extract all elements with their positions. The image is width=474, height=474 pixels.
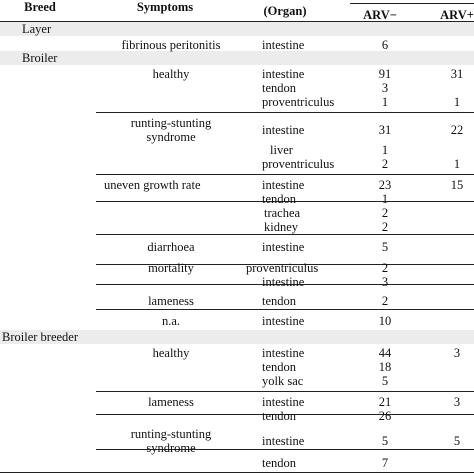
cell-organ: intestine bbox=[262, 38, 305, 52]
cell-organ: proventriculus bbox=[262, 157, 335, 171]
cell-arv-neg: 1 bbox=[381, 192, 389, 206]
cell-arv-neg: 31 bbox=[378, 123, 392, 137]
header-symptoms: Symptoms bbox=[136, 0, 194, 14]
cell-organ: proventriculus bbox=[262, 95, 335, 109]
cell-arv-neg: 5 bbox=[381, 434, 389, 448]
cell-organ: intestine bbox=[262, 67, 305, 81]
cell-arv-neg: 2 bbox=[381, 294, 389, 308]
cell-symptom: lameness bbox=[148, 294, 194, 308]
cell-arv-pos: 22 bbox=[450, 123, 464, 137]
cell-symptom: lameness bbox=[148, 395, 194, 409]
cell-organ: intestine bbox=[262, 314, 305, 328]
cell-symptom: syndrome bbox=[146, 441, 196, 455]
cell-arv-neg: 1 bbox=[381, 95, 389, 109]
cell-arv-neg: 7 bbox=[381, 456, 389, 470]
cell-organ: intestine bbox=[262, 123, 305, 137]
cell-arv-neg: 3 bbox=[381, 275, 389, 289]
cell-arv-neg: 91 bbox=[378, 67, 392, 81]
group-band-broiler bbox=[0, 51, 474, 65]
cell-arv-pos: 3 bbox=[453, 395, 461, 409]
cell-organ: intestine bbox=[262, 346, 305, 360]
header-breed: Breed bbox=[24, 0, 56, 14]
cell-organ: tendon bbox=[262, 81, 297, 95]
cell-arv-neg: 2 bbox=[381, 261, 389, 275]
cell-symptom: uneven growth rate bbox=[104, 178, 201, 192]
table-bottom-rule bbox=[0, 472, 474, 473]
cell-organ: tendon bbox=[262, 192, 297, 206]
cell-symptom: fibrinous peritonitis bbox=[121, 38, 221, 52]
cell-arv-neg: 3 bbox=[381, 81, 389, 95]
header-arv-negative: ARV− bbox=[363, 8, 397, 22]
cell-symptom: n.a. bbox=[161, 314, 181, 328]
cell-arv-neg: 18 bbox=[378, 360, 392, 374]
cell-arv-neg: 23 bbox=[378, 178, 392, 192]
cell-arv-neg: 5 bbox=[381, 374, 389, 388]
cell-organ: tendon bbox=[262, 409, 297, 423]
cell-organ: kidney bbox=[264, 220, 299, 234]
cell-organ: intestine bbox=[262, 395, 305, 409]
cell-arv-neg: 26 bbox=[378, 409, 392, 423]
subgroup-rule bbox=[96, 309, 474, 310]
cell-organ: yolk sac bbox=[262, 374, 304, 388]
cell-arv-neg: 2 bbox=[381, 206, 389, 220]
cell-organ: tendon bbox=[262, 456, 297, 470]
cell-symptom: diarrhoea bbox=[147, 240, 195, 254]
subgroup-rule bbox=[96, 391, 474, 392]
cell-arv-pos: 31 bbox=[450, 67, 464, 81]
cell-organ: trachea bbox=[264, 206, 301, 220]
subgroup-rule bbox=[96, 112, 474, 113]
cell-arv-neg: 44 bbox=[378, 346, 392, 360]
header-subrule bbox=[350, 3, 474, 4]
cell-symptom: syndrome bbox=[146, 130, 196, 144]
group-label-broiler: Broiler bbox=[22, 51, 58, 65]
cell-organ: intestine bbox=[262, 275, 305, 289]
cell-arv-neg: 5 bbox=[381, 240, 389, 254]
cell-arv-neg: 2 bbox=[381, 220, 389, 234]
cell-arv-pos: 1 bbox=[453, 157, 461, 171]
cell-arv-neg: 6 bbox=[381, 38, 389, 52]
cell-symptom: healthy bbox=[152, 346, 190, 360]
cell-arv-pos: 3 bbox=[453, 346, 461, 360]
cell-symptom: healthy bbox=[152, 67, 190, 81]
group-band-layer bbox=[0, 22, 474, 36]
cell-symptom: mortality bbox=[148, 261, 194, 275]
subgroup-rule bbox=[96, 234, 474, 235]
cell-symptom: runting-stunting bbox=[130, 116, 212, 130]
group-label-broiler-breeder: Broiler breeder bbox=[2, 330, 79, 344]
header-organ: (Organ) bbox=[263, 4, 307, 18]
cell-arv-neg: 10 bbox=[378, 314, 392, 328]
group-label-layer: Layer bbox=[22, 22, 52, 36]
cell-arv-neg: 2 bbox=[381, 157, 389, 171]
cell-organ: intestine bbox=[262, 240, 305, 254]
cell-organ: intestine bbox=[262, 178, 305, 192]
cell-arv-pos: 1 bbox=[453, 95, 461, 109]
cell-arv-neg: 1 bbox=[381, 143, 389, 157]
cell-arv-pos: 5 bbox=[453, 434, 461, 448]
cell-organ: proventriculus bbox=[246, 261, 319, 275]
cell-organ: tendon bbox=[262, 294, 297, 308]
cell-organ: intestine bbox=[262, 434, 305, 448]
cell-arv-pos: 15 bbox=[450, 178, 464, 192]
cell-arv-neg: 21 bbox=[378, 395, 392, 409]
cell-organ: liver bbox=[270, 143, 293, 157]
cell-organ: tendon bbox=[262, 360, 297, 374]
header-arv-positive: ARV+ bbox=[440, 8, 474, 22]
cell-symptom: runting-stunting bbox=[130, 427, 212, 441]
subgroup-rule bbox=[96, 174, 474, 175]
